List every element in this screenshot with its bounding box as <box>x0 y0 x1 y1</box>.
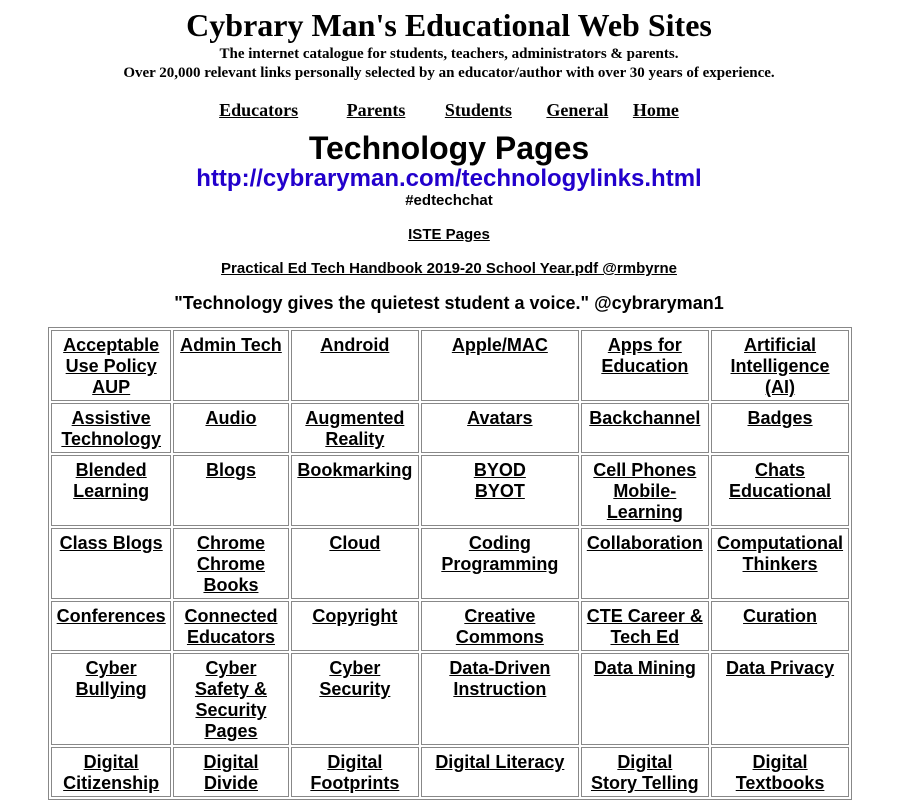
topic-link[interactable] <box>593 460 696 522</box>
topic-link-line: Mobile- <box>613 481 677 501</box>
topic-link[interactable] <box>591 752 699 793</box>
topic-link[interactable] <box>456 606 544 647</box>
topic-link-line: Cyber <box>329 658 381 678</box>
topic-link-line: Technology <box>61 429 162 449</box>
topic-link-line: Education <box>601 356 689 376</box>
topic-link-line: Citizenship <box>63 773 160 793</box>
topic-link-line: Connected <box>184 606 278 626</box>
topics-row <box>51 747 849 797</box>
topic-link-line: Digital <box>752 752 808 772</box>
topic-cell <box>291 601 420 651</box>
topic-cell <box>291 528 420 599</box>
topic-link-line: Use Policy <box>65 356 157 376</box>
topics-row <box>51 528 849 599</box>
topic-link[interactable] <box>195 658 267 741</box>
topic-link-line: Cyber <box>205 658 257 678</box>
topic-link-line: Bullying <box>75 679 147 699</box>
topics-table-body <box>51 330 849 797</box>
topic-link[interactable] <box>180 335 282 355</box>
topic-link-line: Creative <box>464 606 536 626</box>
topic-cell <box>421 747 578 797</box>
topic-cell <box>711 653 849 745</box>
topic-link-line: Artificial <box>744 335 817 355</box>
topic-link-line: Learning <box>606 502 683 522</box>
topic-link-line: Digital <box>83 752 139 772</box>
handbook-line <box>0 260 898 277</box>
topic-link-line: Thinkers <box>742 554 818 574</box>
topic-cell <box>51 601 171 651</box>
topic-link-line: Collaboration <box>586 533 703 553</box>
iste-line <box>0 226 898 243</box>
topic-cell <box>421 653 578 745</box>
topic-cell <box>291 330 420 401</box>
topic-link[interactable] <box>467 408 532 428</box>
hashtag: #edtechchat <box>405 192 493 209</box>
topic-cell <box>51 747 171 797</box>
topic-link-line: Educators <box>186 627 275 647</box>
topic-link-line: Coding <box>468 533 531 553</box>
site-title: Cybrary Man's Educational Web Sites <box>186 7 712 43</box>
topic-link-line: Bookmarking <box>297 460 413 480</box>
topic-link-line: Apple/MAC <box>451 335 548 355</box>
topic-link[interactable] <box>184 606 277 647</box>
topic-cell <box>711 601 849 651</box>
nav-link-parents[interactable]: Parents <box>346 100 406 120</box>
topic-link[interactable] <box>601 335 688 376</box>
topic-link-line: Copyright <box>312 606 398 626</box>
topic-link[interactable] <box>73 460 149 501</box>
topic-link[interactable] <box>441 533 558 574</box>
topic-link[interactable] <box>61 408 161 449</box>
topics-row <box>51 330 849 401</box>
topic-link-line: Digital Literacy <box>435 752 565 772</box>
topic-link[interactable] <box>297 460 412 480</box>
nav-link-educators[interactable]: Educators <box>219 100 299 120</box>
topic-link[interactable] <box>197 533 265 595</box>
topic-link-line: Commons <box>455 627 544 647</box>
topic-link-line: Security <box>195 700 267 720</box>
topic-cell <box>291 403 420 453</box>
site-subtagline: Over 20,000 relevant links personally selected by an educator/author with over 30 years of experience. <box>123 65 775 81</box>
topic-link[interactable] <box>57 606 166 626</box>
topic-link[interactable] <box>205 408 256 428</box>
topic-cell <box>421 455 578 526</box>
topic-link-line: Data Privacy <box>726 658 835 678</box>
topic-link-line: Conferences <box>56 606 166 626</box>
topic-link-line: Audio <box>205 408 257 428</box>
topic-link[interactable] <box>743 606 817 626</box>
topic-link[interactable] <box>474 460 526 501</box>
topic-cell <box>421 528 578 599</box>
topic-link-line: Backchannel <box>589 408 701 428</box>
topic-cell <box>581 528 710 599</box>
topic-cell <box>51 455 171 526</box>
topic-cell <box>581 455 710 526</box>
topic-link-line: Programming <box>441 554 559 574</box>
topic-link[interactable] <box>320 335 389 355</box>
topic-link-line: Instruction <box>453 679 547 699</box>
site-tagline: The internet catalogue for students, teachers, administrators & parents. <box>219 46 679 62</box>
topic-cell <box>711 747 849 797</box>
topics-row <box>51 455 849 526</box>
topic-link[interactable] <box>206 460 256 480</box>
topic-link[interactable] <box>329 533 380 553</box>
topic-link[interactable] <box>587 533 703 553</box>
topic-cell <box>711 455 849 526</box>
topic-link-line: Pages <box>204 721 258 741</box>
topic-cell <box>51 403 171 453</box>
topic-cell <box>581 747 710 797</box>
topic-cell <box>421 601 578 651</box>
topic-link-line: Digital <box>617 752 673 772</box>
topic-link-line: Chrome <box>196 554 265 574</box>
topic-link-line: Digital <box>203 752 259 772</box>
topic-cell <box>581 601 710 651</box>
topic-link-line: Blogs <box>205 460 256 480</box>
topic-cell <box>581 653 710 745</box>
topic-cell <box>421 330 578 401</box>
topic-link[interactable] <box>594 658 696 678</box>
topic-link-line: Story Telling <box>590 773 699 793</box>
topic-cell <box>173 330 288 401</box>
topic-link-line: Augmented <box>305 408 405 428</box>
topic-link-line: (AI) <box>765 377 796 397</box>
topic-link-line: Books <box>203 575 259 595</box>
ed-tech-handbook-link[interactable]: Practical Ed Tech Handbook 2019-20 School Year.pdf @rmbyrne <box>221 260 677 277</box>
topic-cell <box>51 653 171 745</box>
topic-link[interactable] <box>729 460 831 501</box>
topic-link-line: Security <box>319 679 391 699</box>
topic-link[interactable] <box>312 606 397 626</box>
topics-row <box>51 403 849 453</box>
topic-cell <box>711 330 849 401</box>
topic-link-line: CTE Career & <box>586 606 703 626</box>
topic-link-line: Data-Driven <box>449 658 551 678</box>
topic-link-line: Chrome <box>196 533 265 553</box>
topic-link-line: Cloud <box>329 533 381 553</box>
topic-cell <box>173 455 288 526</box>
page-title: Technology Pages <box>308 130 590 166</box>
nav-link-general[interactable]: General <box>546 100 609 120</box>
topic-cell <box>291 747 420 797</box>
topic-link-line: Apps for <box>607 335 682 355</box>
topic-link-line: Blended <box>75 460 147 480</box>
topics-table <box>48 327 852 800</box>
topic-link[interactable] <box>452 335 548 355</box>
topic-cell <box>291 455 420 526</box>
topic-link[interactable] <box>63 752 159 793</box>
topic-link-line: Divide <box>203 773 258 793</box>
topic-link[interactable] <box>717 533 843 574</box>
topic-link[interactable] <box>748 408 813 428</box>
topic-link[interactable] <box>305 408 404 449</box>
topic-link-line: Class Blogs <box>59 533 163 553</box>
topic-link-line: Badges <box>747 408 813 428</box>
topic-cell <box>173 403 288 453</box>
topic-link[interactable] <box>589 408 700 428</box>
nav-link-students[interactable]: Students <box>444 100 512 120</box>
topic-cell <box>51 330 171 401</box>
topic-link[interactable] <box>726 658 834 678</box>
topic-link-line: Admin Tech <box>180 335 282 355</box>
topic-link[interactable] <box>319 658 390 699</box>
topic-link[interactable] <box>435 752 564 772</box>
main-nav <box>0 100 898 122</box>
topic-link-line: Intelligence <box>730 356 830 376</box>
topic-link-line: Learning <box>73 481 150 501</box>
topic-link-line: Data Mining <box>593 658 696 678</box>
nav-link-home[interactable]: Home <box>632 100 679 120</box>
topic-link-line: Digital <box>327 752 383 772</box>
topic-link[interactable] <box>731 335 830 397</box>
iste-pages-link[interactable]: ISTE Pages <box>408 226 490 243</box>
topic-link-line: Computational <box>717 533 844 553</box>
topic-cell <box>581 403 710 453</box>
topic-link[interactable] <box>60 533 163 553</box>
quote: "Technology gives the quietest student a voice." @cybraryman1 <box>174 293 724 313</box>
topic-link-line: Textbooks <box>735 773 825 793</box>
topic-link[interactable] <box>587 606 703 647</box>
topic-cell <box>711 528 849 599</box>
topic-link-line: Android <box>320 335 390 355</box>
topic-link-line: Educational <box>729 481 832 501</box>
topic-link[interactable] <box>310 752 399 793</box>
topic-cell <box>51 528 171 599</box>
topics-row <box>51 653 849 745</box>
topic-link-line: BYOT <box>474 481 525 501</box>
topic-cell <box>581 330 710 401</box>
topic-link-line: Curation <box>743 606 818 626</box>
topics-row <box>51 601 849 651</box>
topic-link-line: Avatars <box>467 408 533 428</box>
topic-cell <box>711 403 849 453</box>
site-header <box>0 0 898 83</box>
topic-cell <box>173 601 288 651</box>
topic-cell <box>173 528 288 599</box>
topic-link-line: Acceptable <box>63 335 160 355</box>
topic-link[interactable] <box>736 752 825 793</box>
topic-link-line: BYOD <box>473 460 526 480</box>
topic-cell <box>421 403 578 453</box>
topic-link[interactable] <box>203 752 258 793</box>
topic-link-line: Chats <box>755 460 806 480</box>
topic-link-line: Footprints <box>310 773 400 793</box>
topic-link-line: Tech Ed <box>610 627 680 647</box>
topic-cell <box>173 653 288 745</box>
topic-link-line: Reality <box>325 429 385 449</box>
topic-cell <box>291 653 420 745</box>
topic-link-line: Safety & <box>194 679 267 699</box>
page-url-link[interactable]: http://cybraryman.com/technologylinks.html <box>196 165 702 192</box>
topic-link-line: Assistive <box>71 408 151 428</box>
topics-grid <box>48 327 852 800</box>
topic-link[interactable] <box>76 658 147 699</box>
topic-link-line: Cell Phones <box>593 460 697 480</box>
topic-link[interactable] <box>63 335 159 397</box>
topic-link-line: Cyber <box>85 658 137 678</box>
topic-cell <box>173 747 288 797</box>
topic-link[interactable] <box>449 658 550 699</box>
topic-link-line: AUP <box>92 377 131 397</box>
